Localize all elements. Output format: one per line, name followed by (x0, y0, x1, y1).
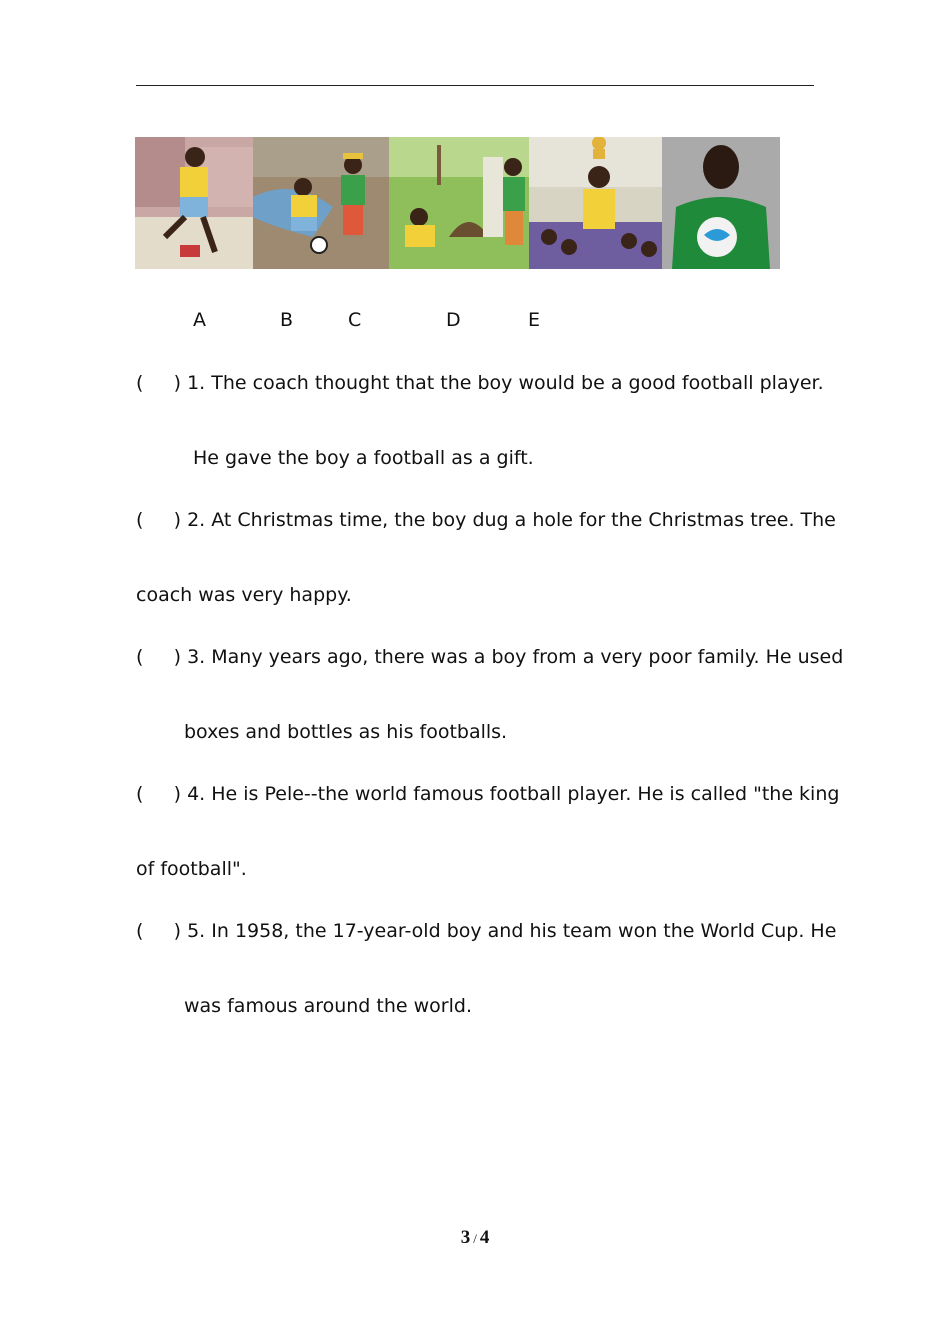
question-5 (136, 920, 836, 942)
question-number: 3. (187, 646, 206, 668)
question-3-continuation: boxes and bottles as his footballs. (184, 721, 508, 743)
question-2-continuation: coach was very happy. (136, 584, 352, 606)
answer-blank-4[interactable]: ( ) (136, 783, 182, 805)
picture-a-boy-kicking-can (135, 137, 253, 269)
picture-e-pele-portrait (662, 137, 780, 269)
question-2 (136, 509, 836, 531)
question-text: At Christmas time, the boy dug a hole for the Christmas tree. The (211, 509, 836, 531)
question-1-continuation: He gave the boy a football as a gift. (193, 447, 534, 469)
question-1 (136, 372, 824, 394)
question-text: In 1958, the 17-year-old boy and his team won the World Cup. He (211, 920, 837, 942)
picture-b-boys-with-football (253, 137, 389, 269)
answer-blank-3[interactable]: ( ) (136, 646, 182, 668)
answer-blank-1[interactable]: ( ) (136, 372, 182, 394)
question-number: 5. (187, 920, 206, 942)
header-rule (136, 85, 814, 86)
question-text: He is Pele--the world famous football player. He is called "the king (211, 783, 840, 805)
picture-label-d: D (446, 309, 461, 331)
question-number: 2. (187, 509, 206, 531)
question-text: Many years ago, there was a boy from a very poor family. He used (211, 646, 844, 668)
question-number: 1. (187, 372, 206, 394)
picture-label-e: E (528, 309, 541, 331)
page-current: 3 (460, 1227, 471, 1248)
question-4 (136, 783, 839, 805)
question-4-continuation: of football". (136, 858, 247, 880)
picture-label-b: B (280, 309, 294, 331)
question-text: The coach thought that the boy would be a good football player. (211, 372, 824, 394)
picture-d-boy-holding-trophy (529, 137, 662, 269)
question-number: 4. (187, 783, 206, 805)
picture-label-c: C (348, 309, 362, 331)
page-number (0, 1227, 950, 1249)
answer-blank-2[interactable]: ( ) (136, 509, 182, 531)
page-separator: / (473, 1231, 477, 1246)
picture-c-boy-digging-hole (389, 137, 529, 269)
answer-blank-5[interactable]: ( ) (136, 920, 182, 942)
picture-label-a: A (193, 309, 206, 331)
page-total: 4 (479, 1227, 490, 1248)
question-3 (136, 646, 843, 668)
question-5-continuation: was famous around the world. (184, 995, 472, 1017)
